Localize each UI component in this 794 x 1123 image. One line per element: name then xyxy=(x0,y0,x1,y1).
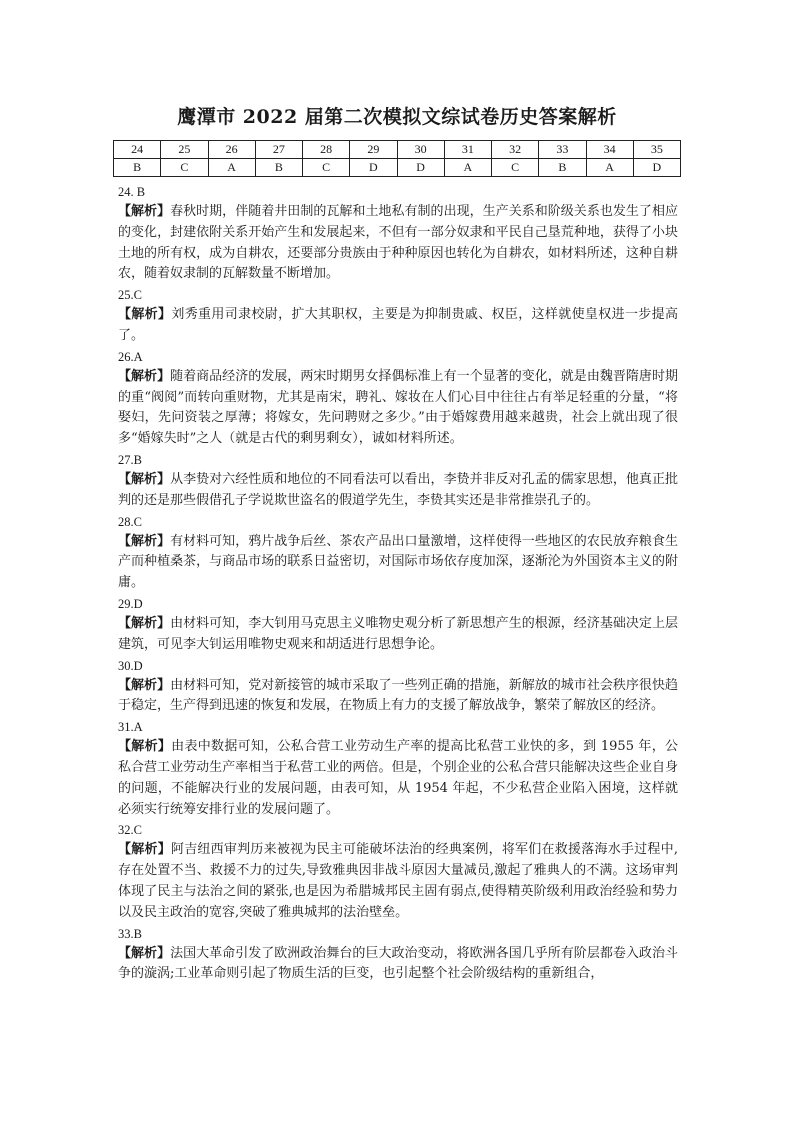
page-title: 鹰潭市 2022 届第二次模拟文综试卷历史答案解析 xyxy=(177,106,617,128)
answer-letter: D xyxy=(397,159,444,177)
analysis-tag: 【解析】 xyxy=(118,471,171,487)
analysis-paragraph xyxy=(118,737,678,820)
question-number: 33 xyxy=(539,141,586,159)
answer-letter: C xyxy=(492,159,539,177)
answer-letter: B xyxy=(114,159,161,177)
analysis-tag: 【解析】 xyxy=(118,204,171,219)
analysis-tag: 【解析】 xyxy=(118,615,171,631)
answer-letter: B xyxy=(539,159,586,177)
analysis-text: 由材料可知，李大钊用马克思主义唯物史观分析了新思想产生的根源，经济基础决定上层建筑，可见李大钊运用唯物史观来和胡适进行思想争论。 xyxy=(118,615,678,652)
explanation-item xyxy=(118,594,678,656)
analysis-text: 由材料可知，党对新接管的城市采取了一些列正确的措施，新解放的城市社会秩序很快趋于稳定，生产得到迅速的恢复和发展，在物质上有力的支援了解放战争，繁荣了解放区的经济。 xyxy=(118,677,678,714)
analysis-tag: 【解析】 xyxy=(118,368,171,384)
analysis-text: 从李贽对六经性质和地位的不同看法可以看出，李贽并非反对孔孟的儒家思想，他真正批判的还是那些假借孔子学说欺世盗名的假道学先生，李贽其实还是非常推崇孔子的。 xyxy=(118,471,678,508)
answer-letter: A xyxy=(586,159,633,177)
question-number: 24 xyxy=(114,141,161,159)
question-number: 32 xyxy=(492,141,539,159)
question-answer: 33.B xyxy=(118,926,142,941)
answer-letter: C xyxy=(303,159,350,177)
analysis-text: 阿吉纽西审判历来被视为民主可能破坏法治的经典案例，将军们在救援落海水手过程中,存在处置不当、救援不力的过失,导致雅典因非战斗原因大量减员,激起了雅典人的不满。这场审判体现了民主与法治之间的紧张,也是因为希腊城邦民主固有弱点,使得精英阶级利用政治经验和势力以及民主政治的宽容,突破了雅典城邦的法治壁垒。 xyxy=(118,842,678,920)
question-number: 34 xyxy=(586,141,633,159)
answer-table xyxy=(113,140,681,177)
analysis-text: 春秋时期，伴随着井田制的瓦解和土地私有制的出现，生产关系和阶级关系也发生了相应的变化，封建依附关系开始产生和发展起来，不但有一部分奴隶和平民自己垦荒种地，获得了小块土地的所有权，成为自耕农，还要部分贵族由于种种原因也转化为自耕农，如材料所述，这种自耕农，随着奴隶制的瓦解数量不断增加。 xyxy=(118,204,678,282)
analysis-paragraph xyxy=(118,202,678,285)
answer-letter: D xyxy=(633,159,680,177)
answer-letter: A xyxy=(444,159,491,177)
explanation-item xyxy=(118,656,678,718)
explanation-item xyxy=(118,347,678,450)
question-answer: 30.D xyxy=(118,658,143,673)
analysis-paragraph xyxy=(118,840,678,923)
question-answer: 25.C xyxy=(118,288,142,303)
analysis-tag: 【解析】 xyxy=(118,739,172,755)
answer-letter: C xyxy=(161,159,208,177)
analysis-paragraph xyxy=(118,944,678,986)
analysis-text: 由表中数据可知，公私合营工业劳动生产率的提高比私营工业快的多，到 1955 年，公私合营工业劳动生产率相当于私营工业的两倍。但是，个别企业的公私合营只能解决这些企业自身的问题，不能解决行业的发展问题，由表可知，从 1954 年起，不少私营企业陷入困境，这样就必须实行统筹安排行业的发展问题了。 xyxy=(118,739,678,817)
analysis-text: 刘秀重用司隶校尉，扩大其职权，主要是为抑制贵戚、权臣，这样就使皇权进一步提高了。 xyxy=(118,307,678,343)
explanation-item xyxy=(118,717,678,820)
analysis-tag: 【解析】 xyxy=(118,307,172,323)
question-number: 27 xyxy=(255,141,302,159)
question-answer: 27.B xyxy=(118,452,142,467)
analysis-tag: 【解析】 xyxy=(118,677,171,693)
analysis-text: 有材料可知，鸦片战争后丝、茶农产品出口量激增，这样使得一些地区的农民放弃粮食生产而种植桑茶，与商品市场的联系日益密切，对国际市场依存度加深，逐渐沦为外国资本主义的附庸。 xyxy=(118,533,678,591)
analysis-paragraph xyxy=(118,367,678,450)
analysis-paragraph xyxy=(118,614,678,656)
answer-letter: A xyxy=(208,159,255,177)
question-number-row xyxy=(114,141,681,159)
answer-letter: B xyxy=(255,159,302,177)
question-number: 26 xyxy=(208,141,255,159)
analysis-tag: 【解析】 xyxy=(118,945,171,961)
answer-letter: D xyxy=(350,159,397,177)
analysis-paragraph xyxy=(118,532,678,594)
explanations xyxy=(118,182,678,985)
explanation-item xyxy=(118,182,678,285)
explanation-item xyxy=(118,285,678,347)
question-answer: 29.D xyxy=(118,596,143,611)
question-number: 35 xyxy=(633,141,680,159)
analysis-tag: 【解析】 xyxy=(118,842,171,858)
analysis-text: 法国大革命引发了欧洲政治舞台的巨大政治变动，将欧洲各国几乎所有阶层都卷入政治斗争的漩涡;工业革命则引起了物质生活的巨变，也引起整个社会阶级结构的重新组合， xyxy=(118,945,678,982)
question-answer: 31.A xyxy=(118,720,143,735)
question-answer: 32.C xyxy=(118,823,142,838)
question-number: 30 xyxy=(397,141,444,159)
question-number: 29 xyxy=(350,141,397,159)
analysis-tag: 【解析】 xyxy=(118,533,171,549)
analysis-paragraph xyxy=(118,470,678,512)
question-number: 25 xyxy=(161,141,208,159)
question-number: 31 xyxy=(444,141,491,159)
answer-letter-row xyxy=(114,159,681,177)
question-number: 28 xyxy=(303,141,350,159)
analysis-paragraph xyxy=(118,305,678,347)
question-answer: 28.C xyxy=(118,514,142,529)
explanation-item xyxy=(118,512,678,594)
question-answer: 24. B xyxy=(118,185,146,199)
question-answer: 26.A xyxy=(118,349,143,364)
analysis-text: 随着商品经济的发展，两宋时期男女择偶标准上有一个显著的变化，就是由魏晋隋唐时期的重“阀阅”而转向重财物，尤其是南宋，聘礼、嫁妆在人们心目中往往占有举足轻重的分量，“将娶妇，先问资装之厚薄；将嫁女，先问聘财之多少。”由于婚嫁费用越来越贵，社会上就出现了很多“婚嫁失时”之人（就是古代的剩男剩女），诚如材料所述。 xyxy=(118,368,678,447)
explanation-item xyxy=(118,924,678,986)
explanation-item xyxy=(118,820,678,923)
analysis-paragraph xyxy=(118,676,678,718)
explanation-item xyxy=(118,450,678,512)
